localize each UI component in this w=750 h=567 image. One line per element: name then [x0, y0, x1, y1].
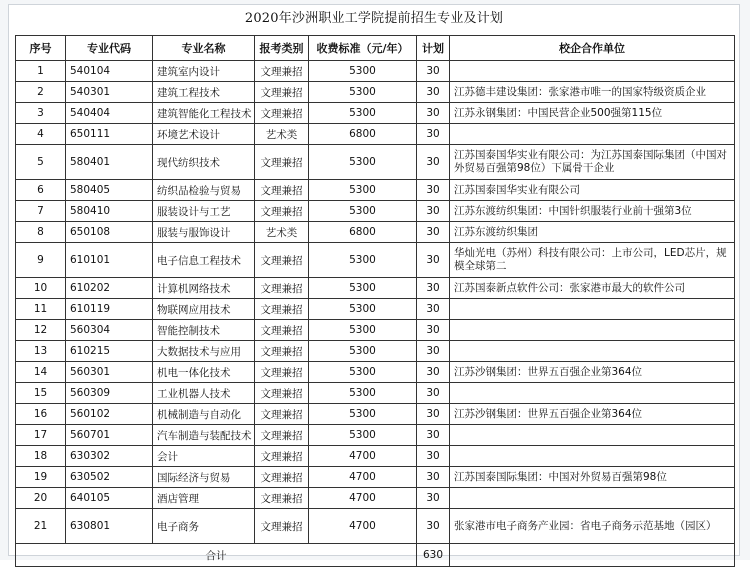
cell-fee: 5300: [309, 383, 417, 404]
cell-fee: 5300: [309, 180, 417, 201]
cell-name: 汽车制造与装配技术: [153, 425, 255, 446]
cell-type: 文理兼招: [255, 299, 309, 320]
cell-code: 540301: [66, 82, 153, 103]
cell-code: 560304: [66, 320, 153, 341]
cell-idx: 11: [16, 299, 66, 320]
total-label: 合计: [16, 544, 417, 567]
cell-fee: 4700: [309, 446, 417, 467]
cell-code: 540404: [66, 103, 153, 124]
cell-partner: [450, 341, 735, 362]
page-title: 2020年沙洲职业工学院提前招生专业及计划: [244, 11, 504, 26]
header-partner: 校企合作单位: [450, 36, 735, 61]
cell-partner: [450, 61, 735, 82]
cell-plan: 30: [417, 243, 450, 278]
cell-idx: 5: [16, 145, 66, 180]
cell-name: 建筑智能化工程技术: [153, 103, 255, 124]
cell-partner: 江苏国泰新点软件公司：张家港市最大的软件公司: [450, 278, 735, 299]
cell-type: 文理兼招: [255, 341, 309, 362]
cell-plan: 30: [417, 299, 450, 320]
cell-idx: 1: [16, 61, 66, 82]
cell-code: 580405: [66, 180, 153, 201]
cell-plan: 30: [417, 341, 450, 362]
cell-type: 文理兼招: [255, 509, 309, 544]
table-row: [16, 103, 735, 124]
table-row: [16, 222, 735, 243]
cell-code: 630801: [66, 509, 153, 544]
cell-code: 540104: [66, 61, 153, 82]
cell-idx: 7: [16, 201, 66, 222]
cell-fee: 5300: [309, 201, 417, 222]
cell-type: 文理兼招: [255, 61, 309, 82]
cell-name: 建筑工程技术: [153, 82, 255, 103]
cell-idx: 15: [16, 383, 66, 404]
cell-partner: 江苏国泰国际集团：中国对外贸易百强第98位: [450, 467, 735, 488]
cell-type: 文理兼招: [255, 404, 309, 425]
total-row: [16, 544, 735, 567]
cell-idx: 14: [16, 362, 66, 383]
cell-name: 国际经济与贸易: [153, 467, 255, 488]
cell-idx: 3: [16, 103, 66, 124]
cell-partner: 江苏东渡纺织集团: [450, 222, 735, 243]
cell-type: 文理兼招: [255, 145, 309, 180]
cell-fee: 4700: [309, 467, 417, 488]
cell-partner: 江苏国泰国华实业有限公司: [450, 180, 735, 201]
cell-code: 580410: [66, 201, 153, 222]
cell-name: 大数据技术与应用: [153, 341, 255, 362]
cell-name: 计算机网络技术: [153, 278, 255, 299]
cell-type: 文理兼招: [255, 103, 309, 124]
cell-type: 文理兼招: [255, 243, 309, 278]
cell-partner: 江苏东渡纺织集团：中国针织服装行业前十强第3位: [450, 201, 735, 222]
cell-type: 文理兼招: [255, 278, 309, 299]
cell-plan: 30: [417, 61, 450, 82]
table-row: [16, 341, 735, 362]
cell-idx: 12: [16, 320, 66, 341]
table-row: [16, 509, 735, 544]
header-code: 专业代码: [66, 36, 153, 61]
cell-code: 560102: [66, 404, 153, 425]
header-plan: 计划: [417, 36, 450, 61]
cell-name: 机电一体化技术: [153, 362, 255, 383]
cell-idx: 2: [16, 82, 66, 103]
cell-plan: 30: [417, 509, 450, 544]
cell-type: 艺术类: [255, 222, 309, 243]
cell-fee: 5300: [309, 404, 417, 425]
table-row: [16, 82, 735, 103]
table-row: [16, 201, 735, 222]
cell-partner: [450, 124, 735, 145]
cell-idx: 19: [16, 467, 66, 488]
cell-name: 电子信息工程技术: [153, 243, 255, 278]
cell-fee: 5300: [309, 299, 417, 320]
cell-partner: 江苏德丰建设集团：张家港市唯一的国家特级资质企业: [450, 82, 735, 103]
cell-code: 610101: [66, 243, 153, 278]
cell-plan: 30: [417, 278, 450, 299]
cell-plan: 30: [417, 124, 450, 145]
table-row: [16, 299, 735, 320]
table-row: [16, 467, 735, 488]
cell-name: 现代纺织技术: [153, 145, 255, 180]
cell-type: 艺术类: [255, 124, 309, 145]
cell-idx: 10: [16, 278, 66, 299]
cell-idx: 6: [16, 180, 66, 201]
table-row: [16, 278, 735, 299]
cell-fee: 5300: [309, 425, 417, 446]
cell-idx: 21: [16, 509, 66, 544]
header-idx: 序号: [16, 36, 66, 61]
header-fee: 收费标准（元/年）: [309, 36, 417, 61]
cell-idx: 13: [16, 341, 66, 362]
document-page: [8, 4, 740, 562]
cell-plan: 30: [417, 145, 450, 180]
table-row: [16, 180, 735, 201]
cell-name: 环境艺术设计: [153, 124, 255, 145]
cell-plan: 30: [417, 383, 450, 404]
cell-partner: [450, 299, 735, 320]
cell-code: 640105: [66, 488, 153, 509]
total-plan: 630: [417, 544, 450, 567]
cell-type: 文理兼招: [255, 180, 309, 201]
cell-partner: 江苏永钢集团：中国民营企业500强第115位: [450, 103, 735, 124]
table-row: [16, 488, 735, 509]
cell-type: 文理兼招: [255, 467, 309, 488]
cell-partner: [450, 425, 735, 446]
cell-name: 会计: [153, 446, 255, 467]
table-row: [16, 425, 735, 446]
cell-type: 文理兼招: [255, 82, 309, 103]
cell-idx: 16: [16, 404, 66, 425]
table-row: [16, 320, 735, 341]
cell-name: 智能控制技术: [153, 320, 255, 341]
cell-code: 560301: [66, 362, 153, 383]
cell-partner: [450, 446, 735, 467]
cell-fee: 5300: [309, 145, 417, 180]
cell-partner: [450, 320, 735, 341]
cell-idx: 18: [16, 446, 66, 467]
enrollment-table: [15, 35, 735, 567]
total-partner-empty: [450, 544, 735, 567]
cell-fee: 5300: [309, 103, 417, 124]
cell-plan: 30: [417, 404, 450, 425]
cell-partner: 江苏沙钢集团：世界五百强企业第364位: [450, 404, 735, 425]
table-row: [16, 383, 735, 404]
table-row: [16, 61, 735, 82]
cell-code: 610215: [66, 341, 153, 362]
cell-fee: 5300: [309, 82, 417, 103]
cell-name: 服装与服饰设计: [153, 222, 255, 243]
cell-code: 610119: [66, 299, 153, 320]
cell-name: 酒店管理: [153, 488, 255, 509]
cell-fee: 4700: [309, 488, 417, 509]
cell-name: 纺织品检验与贸易: [153, 180, 255, 201]
cell-idx: 17: [16, 425, 66, 446]
header-name: 专业名称: [153, 36, 255, 61]
cell-fee: 5300: [309, 362, 417, 383]
cell-plan: 30: [417, 446, 450, 467]
cell-plan: 30: [417, 82, 450, 103]
cell-plan: 30: [417, 362, 450, 383]
header-row: [16, 36, 735, 61]
table-row: [16, 404, 735, 425]
cell-name: 机械制造与自动化: [153, 404, 255, 425]
cell-partner: 江苏国泰国华实业有限公司：为江苏国泰国际集团（中国对外贸易百强第98位）下属骨干企业: [450, 145, 735, 180]
cell-plan: 30: [417, 425, 450, 446]
cell-name: 服装设计与工艺: [153, 201, 255, 222]
cell-plan: 30: [417, 103, 450, 124]
cell-fee: 5300: [309, 341, 417, 362]
cell-type: 文理兼招: [255, 488, 309, 509]
cell-fee: 6800: [309, 124, 417, 145]
cell-partner: 张家港市电子商务产业园：省电子商务示范基地（园区）: [450, 509, 735, 544]
cell-code: 560309: [66, 383, 153, 404]
cell-type: 文理兼招: [255, 201, 309, 222]
cell-partner: [450, 383, 735, 404]
cell-idx: 8: [16, 222, 66, 243]
cell-type: 文理兼招: [255, 383, 309, 404]
cell-type: 文理兼招: [255, 320, 309, 341]
cell-type: 文理兼招: [255, 425, 309, 446]
cell-plan: 30: [417, 222, 450, 243]
cell-name: 电子商务: [153, 509, 255, 544]
cell-partner: 华灿光电（苏州）科技有限公司：上市公司，LED芯片，规模全球第二: [450, 243, 735, 278]
cell-code: 560701: [66, 425, 153, 446]
cell-code: 630502: [66, 467, 153, 488]
cell-plan: 30: [417, 488, 450, 509]
cell-idx: 20: [16, 488, 66, 509]
cell-plan: 30: [417, 467, 450, 488]
table-row: [16, 446, 735, 467]
header-type: 报考类别: [255, 36, 309, 61]
cell-fee: 5300: [309, 243, 417, 278]
cell-plan: 30: [417, 320, 450, 341]
table-row: [16, 362, 735, 383]
cell-partner: 江苏沙钢集团：世界五百强企业第364位: [450, 362, 735, 383]
cell-plan: 30: [417, 180, 450, 201]
cell-fee: 5300: [309, 320, 417, 341]
cell-type: 文理兼招: [255, 362, 309, 383]
cell-code: 610202: [66, 278, 153, 299]
cell-code: 650111: [66, 124, 153, 145]
cell-fee: 6800: [309, 222, 417, 243]
table-row: [16, 243, 735, 278]
table-row: [16, 145, 735, 180]
cell-fee: 4700: [309, 509, 417, 544]
cell-plan: 30: [417, 201, 450, 222]
cell-code: 580401: [66, 145, 153, 180]
cell-code: 650108: [66, 222, 153, 243]
cell-code: 630302: [66, 446, 153, 467]
cell-partner: [450, 488, 735, 509]
cell-fee: 5300: [309, 61, 417, 82]
table-body: [16, 61, 735, 544]
cell-idx: 9: [16, 243, 66, 278]
cell-fee: 5300: [309, 278, 417, 299]
cell-idx: 4: [16, 124, 66, 145]
cell-name: 物联网应用技术: [153, 299, 255, 320]
cell-type: 文理兼招: [255, 446, 309, 467]
cell-name: 工业机器人技术: [153, 383, 255, 404]
table-row: [16, 124, 735, 145]
cell-name: 建筑室内设计: [153, 61, 255, 82]
